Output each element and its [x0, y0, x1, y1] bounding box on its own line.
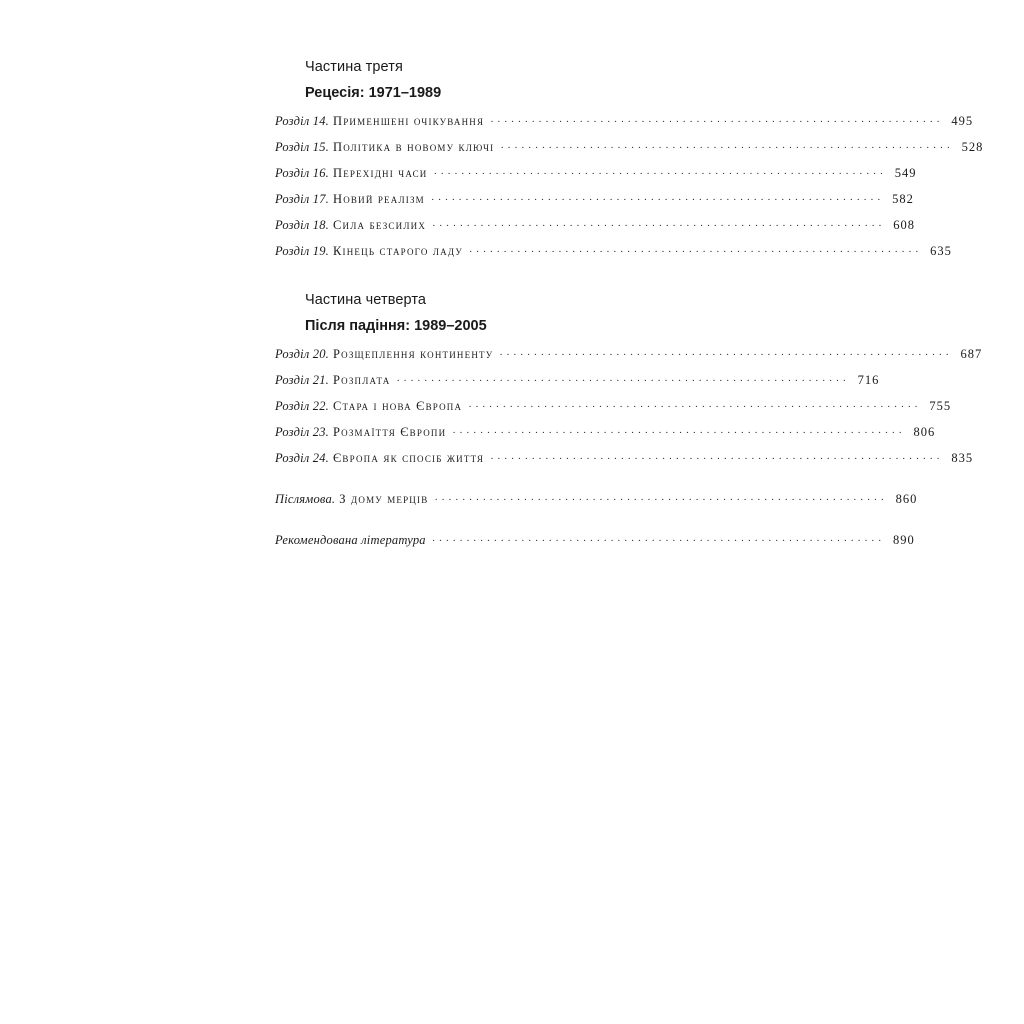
dot-leader: ·································································· [430, 194, 884, 206]
chapter-number: Розділ 20. [275, 347, 329, 361]
chapter-number: Розділ 22. [275, 399, 329, 413]
toc-entry[interactable] [275, 450, 974, 467]
page-number: 806 [913, 425, 936, 439]
chapter-title: Перехідні часи [332, 166, 428, 180]
toc-entry[interactable] [275, 398, 952, 415]
chapter-number: Розділ 17. [275, 192, 329, 206]
page-number: 635 [930, 244, 952, 258]
chapter-number: Розділ 14. [275, 114, 329, 128]
chapter-title: Європа як спосіб життя [332, 451, 485, 465]
page-number: 549 [894, 166, 917, 180]
page-number: 860 [895, 492, 918, 506]
chapter-title: Новий реалізм [332, 192, 425, 206]
part-three-title: Рецесія: 1971–1989 [305, 85, 442, 101]
page-number: 582 [892, 192, 914, 206]
chapter-number: Розділ 18. [275, 218, 329, 232]
toc-entry[interactable] [275, 113, 974, 130]
part-four-label: Частина четверта [305, 292, 427, 308]
chapter-title: Сила безсилих [332, 218, 427, 232]
chapter-title: Розмаїття Європи [332, 425, 447, 439]
chapter-title: Применшені очікування [332, 114, 485, 128]
dot-leader: ·································································· [500, 142, 954, 154]
toc-entry[interactable] [275, 346, 983, 363]
dot-leader: ·································································· [468, 246, 922, 258]
dot-leader: ·································································· [433, 168, 887, 180]
toc-entry[interactable] [275, 191, 914, 208]
page-number: 835 [951, 451, 974, 465]
toc-entry[interactable] [275, 139, 984, 156]
part-three-label: Частина третя [305, 59, 403, 75]
chapter-title: Розплата [332, 373, 391, 387]
dot-leader: ·································································· [434, 494, 888, 506]
toc-entry[interactable] [275, 372, 880, 389]
chapter-number: Розділ 15. [275, 140, 329, 154]
dot-leader: ·································································· [499, 349, 953, 361]
page-number: 528 [961, 140, 984, 154]
afterword-title: З дому мерців [339, 492, 429, 506]
chapter-number: Розділ 21. [275, 373, 329, 387]
toc-entry[interactable] [275, 243, 952, 260]
toc-entry-recommended-reading[interactable] [275, 532, 915, 549]
dot-leader: ·································································· [396, 375, 850, 387]
dot-leader: ·································································· [432, 220, 886, 232]
toc-entry[interactable] [275, 424, 936, 441]
page-number: 890 [892, 533, 915, 547]
chapter-title: Кінець старого ладу [332, 244, 463, 258]
part-four-title: Після падіння: 1989–2005 [305, 318, 487, 334]
recommended-reading-label: Рекомендована література [275, 533, 426, 547]
dot-leader: ·································································· [431, 535, 885, 547]
afterword-prefix: Післямова. [275, 492, 336, 506]
dot-leader: ·································································· [468, 401, 922, 413]
chapter-number: Розділ 23. [275, 425, 329, 439]
page-number: 755 [929, 399, 952, 413]
chapter-title: Розщеплення континенту [332, 347, 494, 361]
chapter-title: Стара і нова Європа [332, 399, 463, 413]
page-number: 608 [893, 218, 916, 232]
chapter-title: Політика в новому ключі [332, 140, 495, 154]
chapter-number: Розділ 24. [275, 451, 329, 465]
page-number: 687 [960, 347, 983, 361]
dot-leader: ·································································· [490, 116, 944, 128]
dot-leader: ·································································· [452, 427, 906, 439]
chapter-number: Розділ 19. [275, 244, 329, 258]
page-number: 495 [951, 114, 974, 128]
dot-leader: ·································································· [490, 453, 944, 465]
toc-entry-afterword[interactable] [275, 491, 918, 508]
toc-entry[interactable] [275, 217, 916, 234]
toc-entry[interactable] [275, 165, 917, 182]
page-number: 716 [857, 373, 880, 387]
chapter-number: Розділ 16. [275, 166, 329, 180]
